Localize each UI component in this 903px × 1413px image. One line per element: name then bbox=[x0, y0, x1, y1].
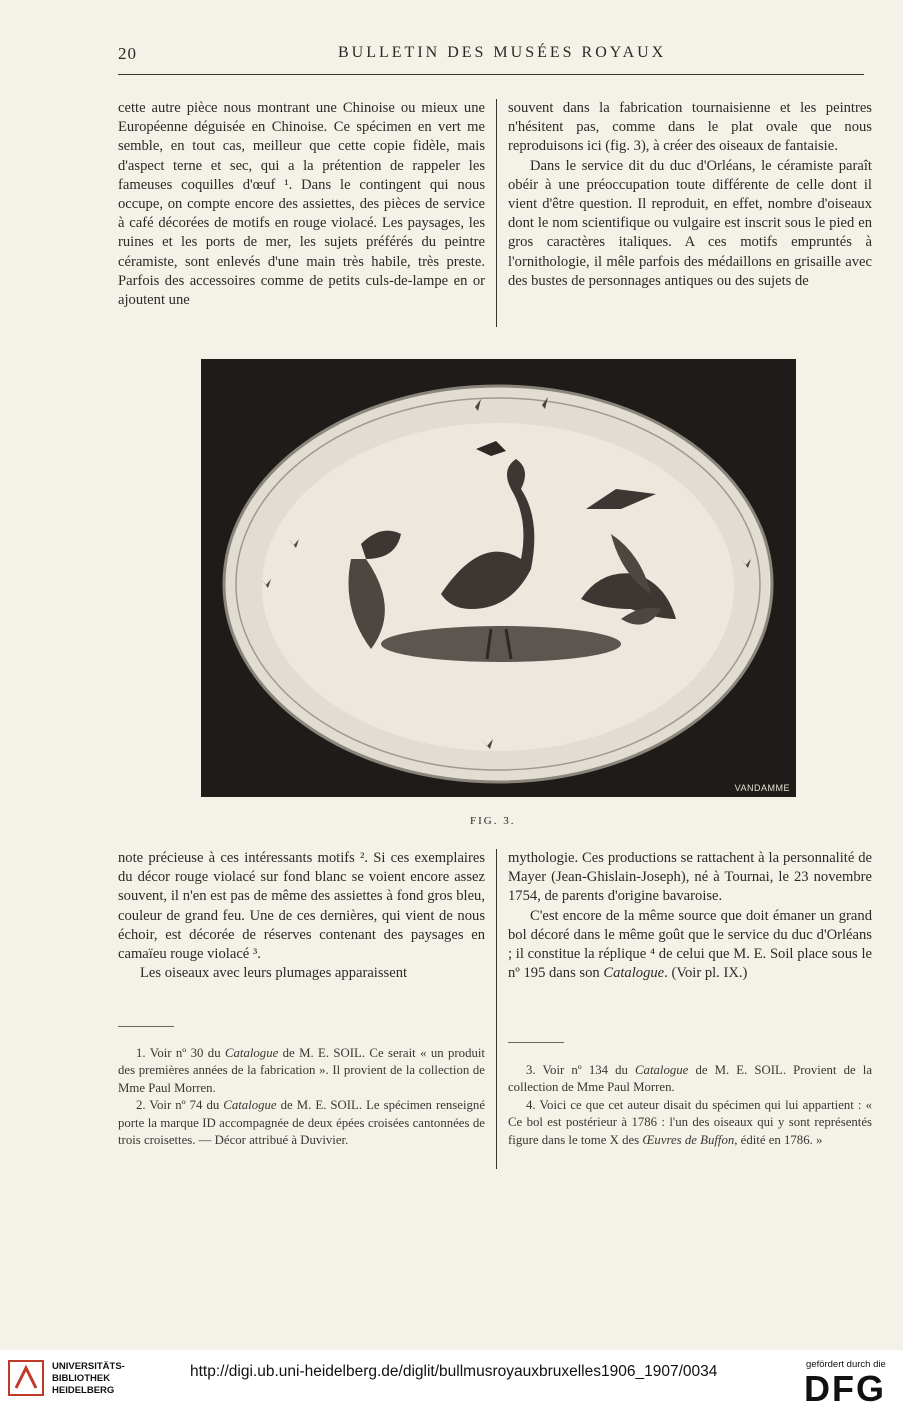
bottom-right-column bbox=[508, 849, 872, 983]
top-right-column bbox=[508, 99, 872, 291]
oval-platter-illustration bbox=[201, 359, 796, 797]
paragraph: cette autre pièce nous montrant une Chinoise ou mieux une Européenne déguisée en Chinoise. Ce spécimen en vert me semble, en tout cas, meilleur que cette copie fidèle, mais d'aspect terne et sec, qui a la prétention de rappeler les fameuses coquilles d'œuf ¹. Dans le contingent qui nous occupe, on compte encore des assiettes, des pièces de service à café décorées de motifs en rouge violacé. Les paysages, les ruines et les ports de mer, les sujets préférés du peintre céramiste, sont enlevés d'une main très habile, très preste. Parfois des accessoires comme de petits culs-de-lampe en or ajoutent une bbox=[118, 100, 485, 309]
text-run: édité en 1786. » bbox=[737, 1132, 823, 1147]
footnote-4 bbox=[508, 1097, 872, 1149]
figure-caption: FIG. 3. bbox=[470, 815, 516, 827]
text-run: 3. Voir nº 134 du bbox=[526, 1063, 636, 1077]
italic-title: Œuvres de Buffon, bbox=[642, 1132, 738, 1147]
text-run: de M. E. SOIL. Provient de la collection de Mme Paul Morren. bbox=[508, 1063, 872, 1095]
library-line: UNIVERSITÄTS- bbox=[52, 1361, 125, 1372]
permalink-url[interactable]: http://digi.ub.uni-heidelberg.de/diglit/bullmusroyauxbruxelles1906_1907/0034 bbox=[190, 1363, 718, 1380]
italic-title: Catalogue bbox=[635, 1063, 689, 1077]
bottom-left-column bbox=[118, 849, 485, 983]
library-name bbox=[52, 1361, 125, 1397]
column-divider bbox=[496, 849, 497, 1169]
paragraph: note précieuse à ces intéressants motifs ². Si ces exemplaires du décor rouge violacé sur fond blanc se voient encore assez souvent, il n'en est pas de même des assiettes à fond gros bleu, couleur de grand feu. Une de ces dernières, qui vient de nous échoir, est décorée de réserves contenant des paysages en camaïeu rouge violacé ³. bbox=[118, 850, 485, 963]
italic-title: Catalogue bbox=[603, 965, 665, 982]
italic-title: Catalogue bbox=[223, 1098, 277, 1113]
footnote-rule bbox=[118, 1026, 174, 1027]
library-line: HEIDELBERG bbox=[52, 1385, 115, 1396]
text-run: C'est encore de la même source que doit émaner un grand bol décoré dans le même goût que le service du duc d'Orléans ; il constitue la réplique ⁴ de celui que M. E. Soil place sous le nº 195 dans son bbox=[508, 907, 872, 982]
text-run: de M. E. SOIL. Le spécimen renseigné porte la marque ID accompagnée de deux épées croisées cantonnées de trois croisettes. — Décor attribué à Duvivier. bbox=[118, 1098, 485, 1148]
footnote-1 bbox=[118, 1045, 485, 1097]
paragraph: Dans le service dit du duc d'Orléans, le céramiste paraît obéir à une préoccupation toute différente de celle dont il vient d'être question. Il reproduit, en effet, nombre d'oiseaux dont le nom scientifique ou vulgaire est inscrit sous le pied en gros caractères italiques. A ces motifs empruntés à l'ornithologie, il mêle parfois des médaillons en grisaille avec des bustes de personnages antiques ou des sujets de bbox=[508, 157, 872, 289]
italic-title: Catalogue bbox=[224, 1046, 279, 1060]
text-run: 4. Voici ce que cet auteur disait du spécimen qui lui appartient : « Ce bol est postérieur à 1786 : l'un des oiseaux qui y sont représentés figure dans le tome X des bbox=[508, 1097, 872, 1147]
text-run: 2. Voir nº 74 du bbox=[136, 1098, 224, 1113]
paragraph: souvent dans la fabrication tournaisienne et les peintres n'hésitent pas, comme dans le plat ovale que nous reproduisons ici (fig. 3), à créer des oiseaux de fantaisie. bbox=[508, 100, 872, 155]
paragraph: mythologie. Ces productions se rattachent à la personnalité de Mayer (Jean-Ghislain-Joseph), né à Tournai, le 23 novembre 1754, de parents d'origine bavaroise. bbox=[508, 850, 872, 905]
footnotes-left bbox=[118, 1045, 485, 1149]
footnote-3 bbox=[508, 1062, 872, 1097]
university-library-logo-icon bbox=[8, 1360, 44, 1396]
footnote-2 bbox=[118, 1097, 485, 1149]
text-run: de M. E. SOIL. Ce serait « un produit des premières années de la fabrication ». Il provient de la collection de Mme Paul Morren. bbox=[118, 1046, 485, 1095]
library-line: BIBLIOTHEK bbox=[52, 1373, 111, 1384]
platter-photograph bbox=[201, 359, 796, 797]
header-rule bbox=[118, 74, 864, 75]
footnote-rule bbox=[508, 1042, 564, 1043]
paragraph: Les oiseaux avec leurs plumages apparaissent bbox=[140, 965, 408, 982]
funded-by-label: gefördert durch die bbox=[806, 1359, 886, 1370]
photographer-signature: VANDAMME bbox=[734, 783, 790, 793]
column-divider bbox=[496, 99, 497, 327]
text-run: . (Voir pl. IX.) bbox=[664, 965, 748, 982]
running-title: BULLETIN DES MUSÉES ROYAUX bbox=[338, 44, 667, 61]
digitization-footer bbox=[0, 1350, 903, 1413]
footnotes-right bbox=[508, 1062, 872, 1149]
page-number: 20 bbox=[118, 44, 137, 63]
top-left-column bbox=[118, 99, 485, 310]
text-run: 1. Voir nº 30 du bbox=[136, 1046, 225, 1060]
paragraph bbox=[508, 907, 872, 984]
dfg-logo: DFG bbox=[804, 1368, 886, 1409]
